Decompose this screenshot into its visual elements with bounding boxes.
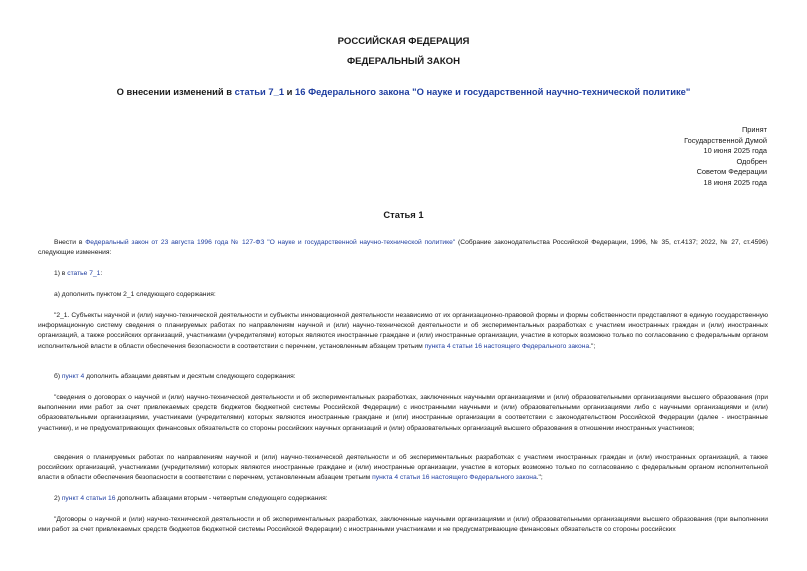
paragraph-text: сведения о планируемых работах по направлениям научной и (или) научно-технической деятельности и об экспериментальных разработках с участием иностранных граждан и (или) иностранных организаций, а также российских организаций, участниками (учредителями) которых являются иностранные граждане и (или) иностранные организации, участие в которых возможно только по согласованию с федеральным органом исполнительной власти в области обеспечения безопасности в соответствии с перечнем, установленным абзацем третьим	[38, 454, 768, 482]
intro-paragraph	[38, 238, 768, 258]
article-16-item-4-ref-link[interactable]: пункт 4 статьи 16	[61, 495, 116, 502]
paragraph-text: 2)	[54, 495, 62, 502]
adoption-block	[684, 125, 767, 189]
law-title-text: и	[284, 86, 296, 97]
doc-type-heading: ФЕДЕРАЛЬНЫЙ ЗАКОН	[346, 56, 461, 67]
agreements-paragraph: "Договоры о научной и (или) научно-технической деятельности и об экспериментальных разработках, заключенные научными организациями и (или) образовательными организациями высшего образования (при выполнении ими работ за счет привлекаемых средств бюджетов бюджетной системы Российской Федерации) с иностранными участниками и не предусматривающие финансовых обязательств со стороны российских	[38, 516, 768, 534]
paragraph-text: :	[100, 270, 103, 277]
paragraph-text: б)	[54, 373, 62, 380]
item-a-paragraph: а) дополнить пунктом 2_1 следующего содержания:	[54, 291, 216, 298]
adoption-line: Одобрен	[736, 156, 767, 166]
paragraph-text: .";	[536, 474, 543, 482]
paragraph-text: дополнить абзацами девятым и десятым следующего содержания:	[84, 373, 296, 380]
adoption-line: Государственной Думой	[684, 135, 767, 145]
article-7-1-ref-link[interactable]: статье 7_1	[67, 270, 101, 277]
paragraph-text: дополнить абзацами вторым - четвертым следующего содержания:	[115, 495, 328, 502]
planned-works-paragraph	[38, 453, 768, 484]
article-16-law-link[interactable]: 16 Федерального закона "О науке и государственной научно-технической политике"	[295, 86, 691, 97]
article-heading: Статья 1	[383, 209, 424, 220]
law-title-text: О внесении изменений в	[116, 86, 235, 97]
clause-2-1-paragraph	[38, 311, 768, 352]
law-title	[0, 86, 807, 97]
paragraph-text: Внести в	[54, 239, 86, 246]
adoption-line: Принят	[741, 125, 767, 134]
contracts-paragraph: "сведения о договорах о научной и (или) научно-технической деятельности и об экспериментальных разработках, заключенных научными организациями и (или) образовательными организациями высшего образования (при выполнении ими работ за счет привлекаемых средств бюджетов бюджетной системы Российской Федерации) с иностранными научными и (или) образовательными организациями либо с научными организациями и (или) образовательными организациями, участниками (учредителями) которых являются иностранные граждане и (или) иностранные организации в соответствии с законодательством Российской Федерации (далее - иностранные участники), и не предусматривающих финансовых обязательств со стороны российских научных организаций и (или) образовательных организаций высшего образования в отношении иностранных участников;	[38, 394, 768, 432]
adoption-line: Советом Федерации	[696, 167, 767, 177]
article-16-item-4-link[interactable]: пункта 4 статьи 16 настоящего Федерального закона	[424, 342, 590, 350]
article-7-1-link[interactable]: статьи 7_1	[234, 86, 285, 97]
paragraph-text: "2_1. Субъекты научной и (или) научно-технической деятельности и субъекты инновационной деятельности независимо от их организационно-правовой формы и формы собственности представляют в единую государственную информационную систему сведения о планируемых работах по направлениям научной и (или) научно-технической деятельности и об экспериментальных разработках с участием иностранных граждан и (или) иностранных организаций, а также российских организаций, участниками (учредителями) которых являются иностранные граждане и (или) иностранные организации, участие в которых возможно только по согласованию с федеральным органом исполнительной власти в области обеспечения безопасности в соответствии с перечнем, установленным абзацем третьим	[38, 312, 768, 350]
country-heading: РОССИЙСКАЯ ФЕДЕРАЦИЯ	[337, 36, 470, 47]
adoption-line: 10 июня 2025 года	[703, 146, 767, 156]
item-b-paragraph	[38, 372, 768, 382]
item-4-link[interactable]: пункт 4	[61, 373, 85, 380]
adoption-line: 18 июня 2025 года	[703, 177, 767, 187]
item-2-paragraph	[38, 494, 768, 504]
paragraph-text: 1) в	[54, 270, 68, 277]
article-16-item-4-link-2[interactable]: пункта 4 статьи 16 настоящего Федерального закона	[372, 474, 537, 482]
paragraph-text: .";	[589, 342, 596, 350]
item-1-paragraph	[38, 269, 768, 279]
federal-law-link[interactable]: Федеральный закон от 23 августа 1996 года № 127-ФЗ "О науке и государственной научно-технической политике"	[85, 239, 456, 246]
paragraph-text: (Собрание законодательства Российской Федерации, 1996, № 35, ст.4137; 2022, № 27, ст.4596) следующие изменения:	[38, 239, 768, 257]
